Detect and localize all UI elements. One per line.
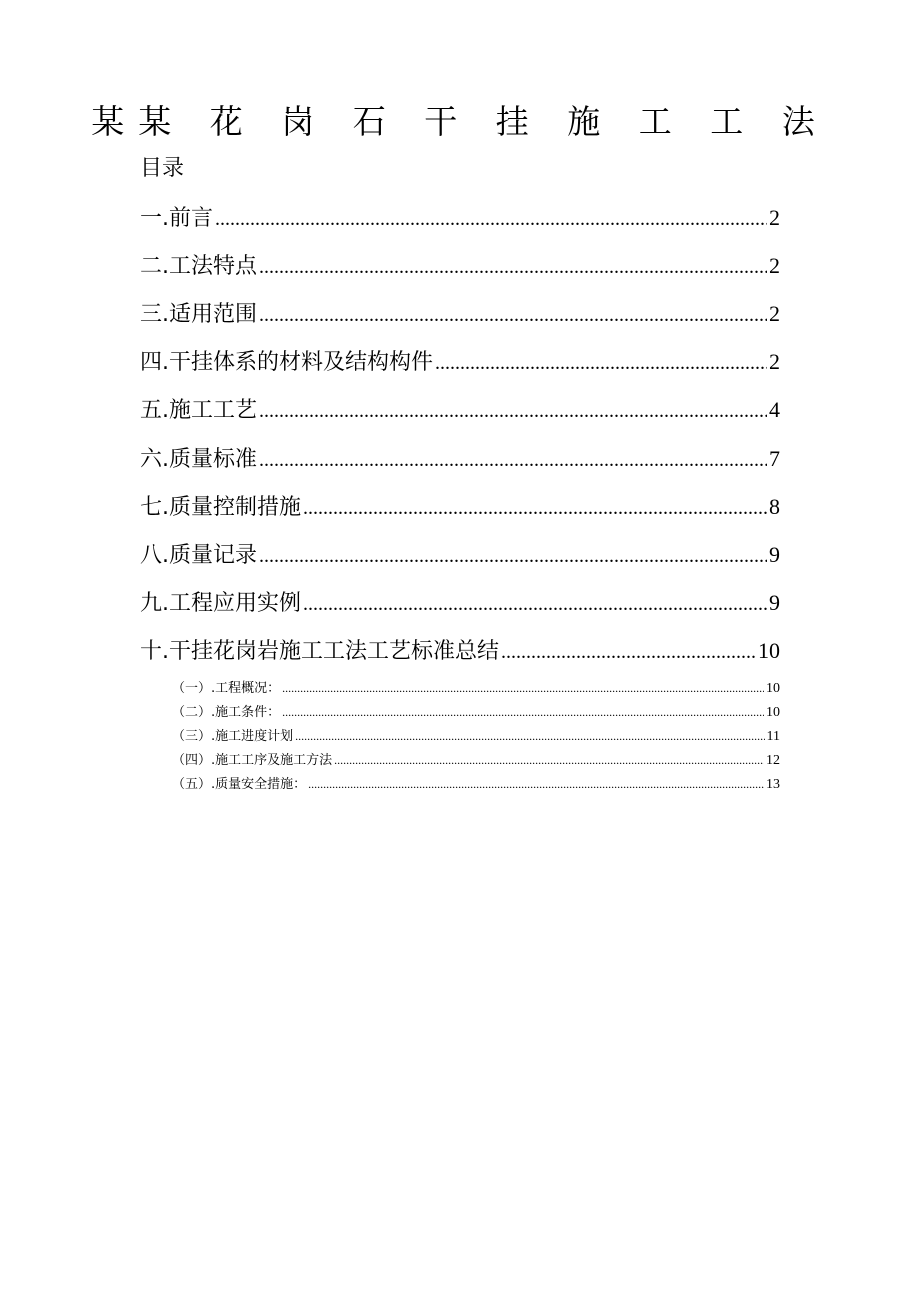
toc-entry[interactable] [140,538,780,572]
toc-entry-page: 2 [769,349,780,374]
toc-entry-label: 四.干挂体系的材料及结构构件 [140,350,433,375]
toc-subentry-label: （二）.施工条件： [172,705,281,720]
toc-dot-leader [308,773,764,795]
toc-dot-leader [303,587,767,620]
toc-entry[interactable] [140,249,780,283]
toc-entry[interactable] [140,634,780,668]
toc-heading: 目录 [140,156,185,181]
toc-subentry-page: 13 [766,777,780,792]
toc-entry[interactable] [140,442,780,476]
toc-entry-page: 9 [769,590,780,615]
toc-subentry-page: 12 [766,753,780,768]
toc-entry[interactable] [140,586,780,620]
toc-subentry[interactable] [172,749,780,771]
toc-entry-label: 五.施工工艺 [140,398,257,423]
toc-subentry-page: 10 [766,681,780,696]
toc-dot-leader [259,298,767,331]
toc-subentry-page: 11 [766,729,780,744]
toc-entry-label: 十.干挂花岗岩施工工法工艺标准总结 [140,639,499,664]
toc-entry-label: 九.工程应用实例 [140,591,301,616]
toc-entry-label: 七.质量控制措施 [140,495,301,520]
toc-subentry-label: （四）.施工工序及施工方法 [172,753,333,768]
toc-dot-leader [259,394,767,427]
toc-entry-page: 7 [769,446,780,471]
toc-entry[interactable] [140,345,780,379]
toc-dot-leader [282,677,764,699]
toc-entry-page: 2 [769,205,780,230]
toc-subentry-page: 10 [766,705,780,720]
toc-dot-leader [435,346,767,379]
toc-subentry-label: （三）.施工进度计划 [172,729,294,744]
toc-entry-page: 9 [769,542,780,567]
toc-entry-page: 2 [769,253,780,278]
toc-entry-page: 10 [758,638,780,663]
toc-entry[interactable] [140,201,780,235]
toc-subentry-label: （一）.工程概况： [172,681,281,696]
toc-dot-leader [215,202,767,235]
toc-dot-leader [282,701,764,723]
toc-entry[interactable] [140,297,780,331]
toc-entry-label: 二.工法特点 [140,254,257,279]
toc-dot-leader [334,749,764,771]
toc-dot-leader [295,725,764,747]
toc-subentry-label: （五）.质量安全措施： [172,777,307,792]
toc-entry[interactable] [140,490,780,524]
toc-subentry[interactable] [172,677,780,699]
toc-subentry[interactable] [172,773,780,795]
toc-dot-leader [259,443,767,476]
toc-dot-leader [303,491,767,524]
toc-dot-leader [259,539,767,572]
toc-entry[interactable] [140,393,780,427]
toc-dot-leader [501,635,756,668]
toc-entry-page: 8 [769,494,780,519]
toc-subentry[interactable] [172,701,780,723]
toc-dot-leader [259,250,767,283]
toc-entry-label: 八.质量记录 [140,543,257,568]
toc-entry-page: 4 [769,397,780,422]
toc-subentry[interactable] [172,725,780,747]
toc-entry-page: 2 [769,301,780,326]
document-title: 某某 花 岗 石 干 挂 施 工 工 法 [91,102,829,141]
toc-entry-label: 一.前言 [140,206,213,231]
toc-entry-label: 六.质量标准 [140,447,257,472]
toc-entry-label: 三.适用范围 [140,302,257,327]
